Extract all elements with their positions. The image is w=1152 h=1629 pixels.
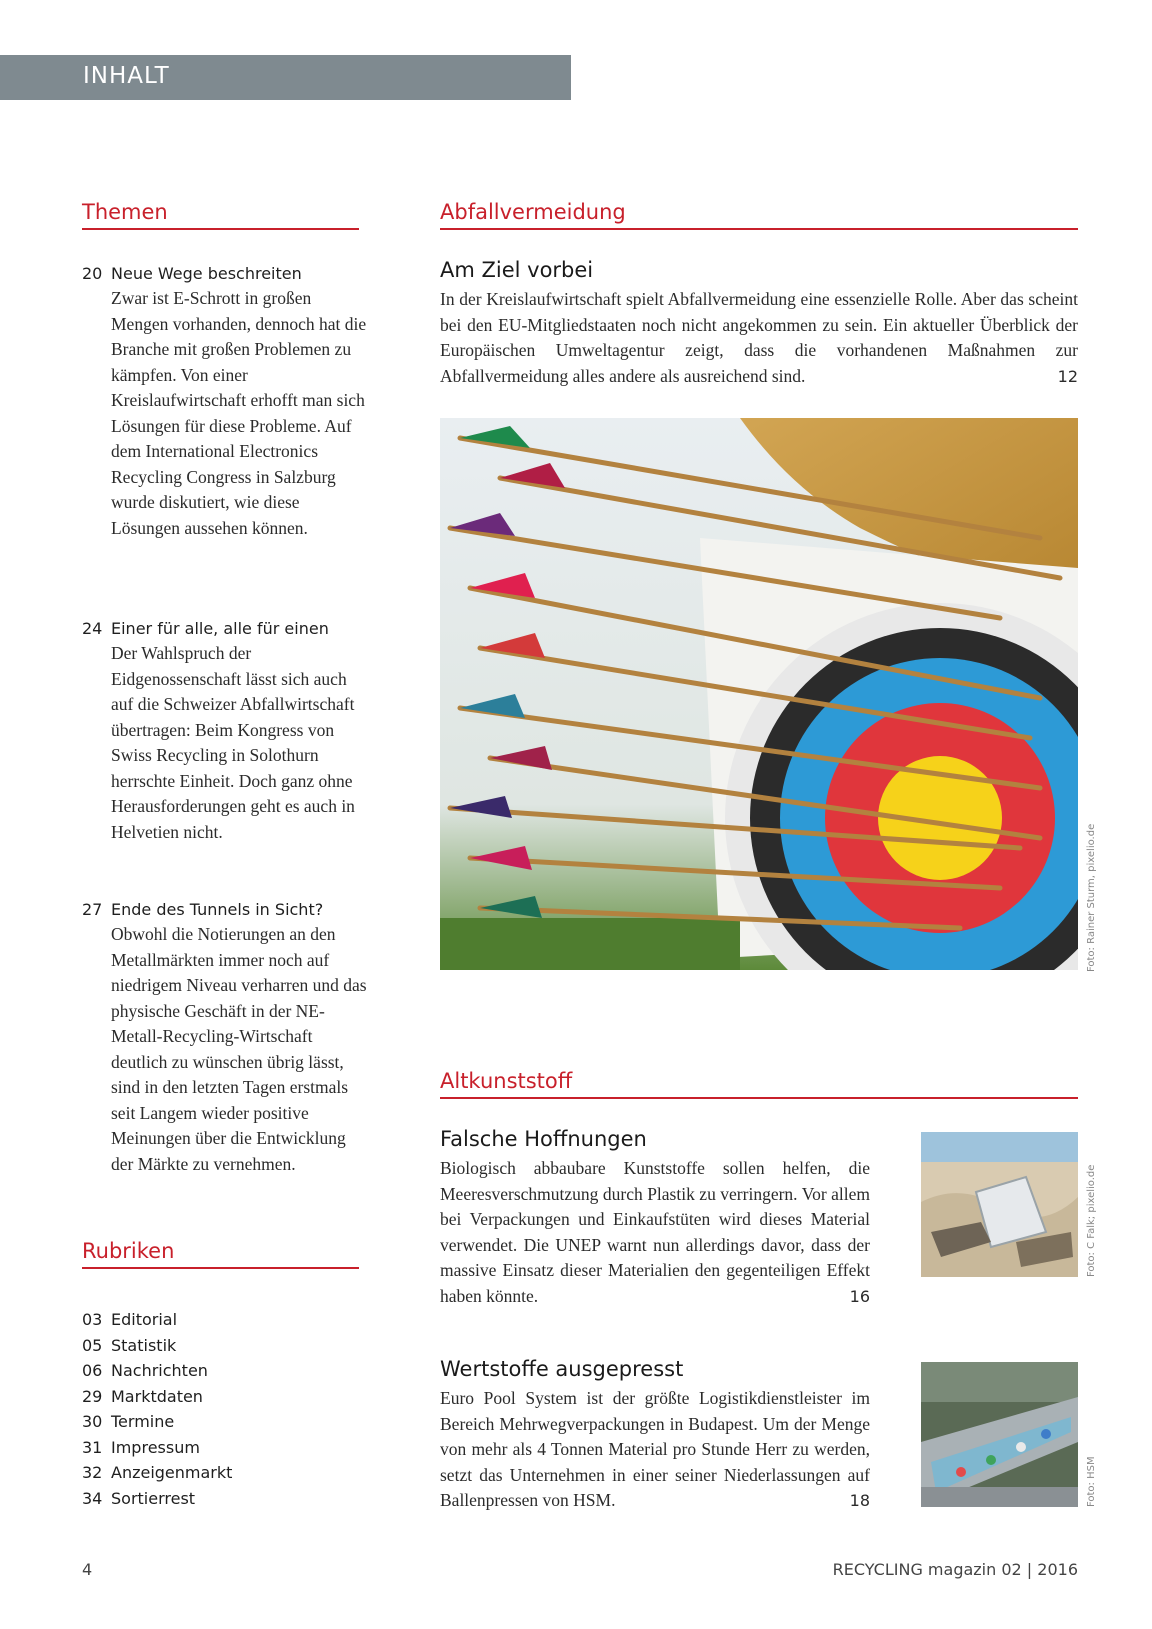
archery-target-photo — [440, 418, 1078, 970]
topic-page-number: 27 — [82, 900, 103, 919]
rubrik-item[interactable] — [82, 1486, 232, 1512]
beach-plastic-illustration — [921, 1132, 1078, 1277]
rubrik-label: Anzeigenmarkt — [111, 1463, 233, 1482]
article-teaser — [440, 287, 1078, 389]
page-number: 4 — [82, 1560, 93, 1579]
section-label: INHALT — [83, 63, 170, 89]
magazine-issue: RECYCLING magazin 02 | 2016 — [832, 1560, 1078, 1579]
rubrik-label: Statistik — [111, 1335, 177, 1355]
bottle-conveyor-illustration — [921, 1362, 1078, 1507]
rubrik-page-number: 30 — [82, 1412, 103, 1431]
rubrik-label: Termine — [111, 1412, 175, 1431]
archery-target-illustration — [440, 418, 1078, 970]
rubriken-list — [82, 1307, 232, 1511]
photo-credit: Foto: Rainer Sturm, pixelio.de — [1086, 823, 1097, 972]
rubrik-page-number: 29 — [82, 1386, 103, 1406]
rubrik-label: Sortierrest — [111, 1488, 196, 1508]
topic-page-number: 24 — [82, 619, 103, 638]
article-teaser-text: Biologisch abbaubare Kunststoffe sollen helfen, die Meeresverschmutzung durch Plastik zu verringern. Vor allem bei Verpackungen und Einkaufstüten wird dieses Material verwendet. Die UNEP warnt nun allerdings davor, dass der massive Einsatz dieser Materialien den gegenteiligen Effekt haben könnte. — [440, 1158, 870, 1306]
rubrik-item[interactable] — [82, 1409, 232, 1435]
rubrik-item[interactable] — [82, 1384, 232, 1410]
topic-teaser: Obwohl die Notierungen an den Metallmärkten immer noch auf niedrigem Niveau verharren und das physische Geschäft in der NE-Metall-Recycling-Wirtschaft deutlich zu wünschen übrig lässt, sind in den letzten Tagen erstmals seit Langem wieder positive Meinungen über die Entwicklung der Märkte zu vernehmen. — [111, 924, 367, 1174]
topic-item[interactable] — [82, 898, 372, 1177]
topic-page-number: 20 — [82, 264, 103, 283]
rubrik-page-number: 32 — [82, 1463, 103, 1482]
topic-item[interactable] — [82, 617, 372, 845]
article-page-number[interactable]: 18 — [849, 1491, 870, 1510]
photo-credit: Foto: C Falk; pixelio.de — [1086, 1164, 1097, 1277]
article-title[interactable]: Falsche Hoffnungen — [440, 1127, 647, 1151]
abfallvermeidung-heading: Abfallvermeidung — [440, 198, 1078, 230]
article-title[interactable]: Wertstoffe ausgepresst — [440, 1357, 684, 1381]
article-page-number[interactable]: 12 — [1057, 366, 1078, 386]
topic-title: Ende des Tunnels in Sicht? — [111, 900, 324, 919]
beach-plastic-photo — [921, 1132, 1078, 1277]
rubrik-page-number: 06 — [82, 1361, 103, 1380]
bottle-conveyor-photo — [921, 1362, 1078, 1507]
rubrik-label: Editorial — [111, 1310, 178, 1329]
rubrik-page-number: 31 — [82, 1437, 103, 1457]
article-teaser — [440, 1156, 870, 1309]
topic-title: Neue Wege beschreiten — [111, 264, 302, 283]
altkunststoff-heading: Altkunststoff — [440, 1067, 1078, 1099]
rubrik-label: Impressum — [111, 1437, 200, 1457]
article-teaser — [440, 1386, 870, 1514]
topic-title: Einer für alle, alle für einen — [111, 619, 329, 638]
rubrik-label: Nachrichten — [111, 1361, 208, 1380]
article-page-number[interactable]: 16 — [849, 1286, 870, 1306]
rubrik-item[interactable] — [82, 1333, 232, 1359]
article-title[interactable]: Am Ziel vorbei — [440, 258, 594, 282]
topic-teaser: Der Wahlspruch der Eidgenossenschaft lässt sich auch auf die Schweizer Abfallwirtschaft übertragen: Beim Kongress von Swiss Recycling in Solothurn herrschte Einheit. Doch ganz ohne Herausforderungen geht es auch in Helvetien nicht. — [111, 643, 355, 842]
rubrik-item[interactable] — [82, 1358, 232, 1384]
rubrik-item[interactable] — [82, 1307, 232, 1333]
topic-teaser: Zwar ist E-Schrott in großen Mengen vorhanden, dennoch hat die Branche mit großen Problemen zu kämpfen. Von einer Kreislaufwirtschaft erhofft man sich Lösungen für diese Probleme. Auf dem International Electronics Recycling Congress in Salzburg wurde diskutiert, wie diese Lösungen aussehen können. — [111, 288, 367, 538]
article-teaser-text: In der Kreislaufwirtschaft spielt Abfallvermeidung eine essenzielle Rolle. Aber das scheint bei den EU-Mitgliedstaaten noch nicht angekommen zu sein. Ein aktueller Überblick der Europäischen Umweltagentur zeigt, dass die vorhandenen Maßnahmen zur Abfallvermeidung alles andere als ausreichend sind. — [440, 289, 1078, 386]
article-teaser-text: Euro Pool System ist der größte Logistikdienstleister im Bereich Mehrwegverpackungen in Budapest. Um der Menge von mehr als 4 Tonnen Material pro Stunde Herr zu werden, setzt das Unternehmen in einer seiner Niederlassungen auf Ballenpressen von HSM. — [440, 1388, 870, 1510]
rubrik-item[interactable] — [82, 1435, 232, 1461]
rubrik-item[interactable] — [82, 1460, 232, 1486]
rubrik-page-number: 03 — [82, 1310, 103, 1329]
section-header-bar — [0, 55, 571, 100]
rubrik-label: Marktdaten — [111, 1386, 203, 1406]
themen-heading: Themen — [82, 198, 359, 230]
rubrik-page-number: 05 — [82, 1335, 103, 1355]
rubrik-page-number: 34 — [82, 1488, 103, 1508]
photo-credit: Foto: HSM — [1086, 1456, 1097, 1507]
rubriken-heading: Rubriken — [82, 1237, 359, 1269]
topic-item[interactable] — [82, 262, 372, 541]
